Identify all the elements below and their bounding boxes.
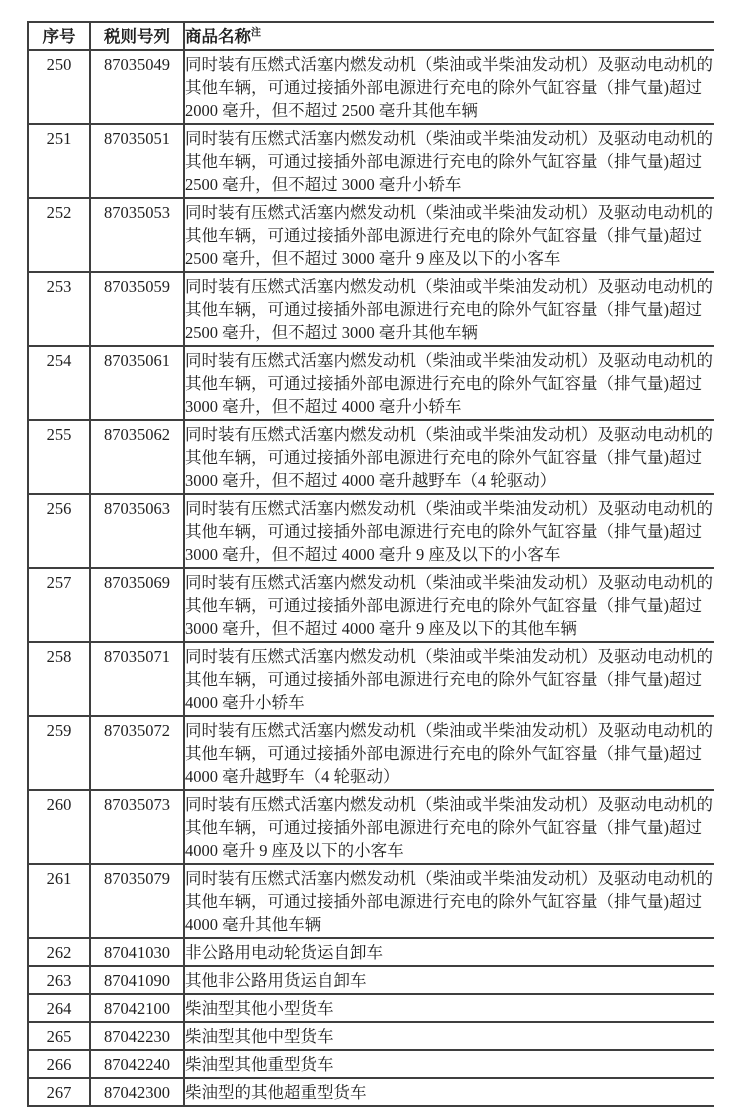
tariff-code-cell: 87035072 xyxy=(90,716,184,790)
table-row xyxy=(28,50,714,124)
serial-number-cell: 267 xyxy=(28,1078,90,1106)
serial-number-cell: 256 xyxy=(28,494,90,568)
table-row xyxy=(28,642,714,716)
product-name-cell: 柴油型的其他超重型货车 xyxy=(184,1078,714,1106)
tariff-code-cell: 87042230 xyxy=(90,1022,184,1050)
table-row xyxy=(28,420,714,494)
serial-number-cell: 254 xyxy=(28,346,90,420)
product-name-cell: 同时装有压燃式活塞内燃发动机（柴油或半柴油发动机）及驱动电动机的其他车辆，可通过接插外部电源进行充电的除外气缸容量（排气量)超过 2500 毫升，但不超过 3000 毫升其他车辆 xyxy=(184,272,714,346)
serial-number-cell: 259 xyxy=(28,716,90,790)
product-name-cell: 同时装有压燃式活塞内燃发动机（柴油或半柴油发动机）及驱动电动机的其他车辆，可通过接插外部电源进行充电的除外气缸容量（排气量)超过 4000 毫升其他车辆 xyxy=(184,864,714,938)
product-name-cell: 同时装有压燃式活塞内燃发动机（柴油或半柴油发动机）及驱动电动机的其他车辆，可通过接插外部电源进行充电的除外气缸容量（排气量)超过 4000 毫升 9 座及以下的小客车 xyxy=(184,790,714,864)
product-name-cell: 柴油型其他重型货车 xyxy=(184,1050,714,1078)
table-row xyxy=(28,1078,714,1106)
tariff-code-cell: 87035051 xyxy=(90,124,184,198)
serial-number-cell: 265 xyxy=(28,1022,90,1050)
serial-number-cell: 260 xyxy=(28,790,90,864)
serial-number-cell: 252 xyxy=(28,198,90,272)
serial-number-cell: 261 xyxy=(28,864,90,938)
table-row xyxy=(28,272,714,346)
serial-number-cell: 257 xyxy=(28,568,90,642)
table-row xyxy=(28,864,714,938)
footnote-marker: 注 xyxy=(251,27,261,39)
tariff-code-cell: 87035079 xyxy=(90,864,184,938)
serial-number-cell: 251 xyxy=(28,124,90,198)
product-name-cell: 同时装有压燃式活塞内燃发动机（柴油或半柴油发动机）及驱动电动机的其他车辆，可通过接插外部电源进行充电的除外气缸容量（排气量)超过 3000 毫升，但不超过 4000 毫升 9 座及以下的小客车 xyxy=(184,494,714,568)
serial-number-cell: 255 xyxy=(28,420,90,494)
column-header-product-name xyxy=(184,22,714,50)
column-header-tariff-code-label: 税则号列 xyxy=(104,27,170,46)
product-name-cell: 同时装有压燃式活塞内燃发动机（柴油或半柴油发动机）及驱动电动机的其他车辆，可通过接插外部电源进行充电的除外气缸容量（排气量)超过 4000 毫升小轿车 xyxy=(184,642,714,716)
product-name-cell: 柴油型其他中型货车 xyxy=(184,1022,714,1050)
tariff-code-cell: 87042240 xyxy=(90,1050,184,1078)
tariff-code-cell: 87042300 xyxy=(90,1078,184,1106)
product-name-cell: 同时装有压燃式活塞内燃发动机（柴油或半柴油发动机）及驱动电动机的其他车辆，可通过接插外部电源进行充电的除外气缸容量（排气量)超过 2000 毫升，但不超过 2500 毫升其他车辆 xyxy=(184,50,714,124)
serial-number-cell: 250 xyxy=(28,50,90,124)
table-head xyxy=(28,22,714,50)
table-row xyxy=(28,1022,714,1050)
serial-number-cell: 253 xyxy=(28,272,90,346)
tariff-code-cell: 87035071 xyxy=(90,642,184,716)
tariff-code-cell: 87035059 xyxy=(90,272,184,346)
tariff-code-cell: 87041030 xyxy=(90,938,184,966)
table-body xyxy=(28,50,714,1106)
table-row xyxy=(28,790,714,864)
table-row xyxy=(28,568,714,642)
column-header-serial-number-label: 序号 xyxy=(42,27,76,46)
product-name-cell: 其他非公路用货运自卸车 xyxy=(184,966,714,994)
product-name-cell: 同时装有压燃式活塞内燃发动机（柴油或半柴油发动机）及驱动电动机的其他车辆，可通过接插外部电源进行充电的除外气缸容量（排气量)超过 3000 毫升，但不超过 4000 毫升小轿车 xyxy=(184,346,714,420)
table-row xyxy=(28,938,714,966)
table-header-row xyxy=(28,22,714,50)
table-row xyxy=(28,716,714,790)
product-name-cell: 同时装有压燃式活塞内燃发动机（柴油或半柴油发动机）及驱动电动机的其他车辆，可通过接插外部电源进行充电的除外气缸容量（排气量)超过 3000 毫升，但不超过 4000 毫升 9 座及以下的其他车辆 xyxy=(184,568,714,642)
table-row xyxy=(28,994,714,1022)
tariff-code-cell: 87035063 xyxy=(90,494,184,568)
tariff-code-cell: 87041090 xyxy=(90,966,184,994)
product-name-cell: 同时装有压燃式活塞内燃发动机（柴油或半柴油发动机）及驱动电动机的其他车辆，可通过接插外部电源进行充电的除外气缸容量（排气量)超过 2500 毫升，但不超过 3000 毫升小轿车 xyxy=(184,124,714,198)
tariff-code-cell: 87035073 xyxy=(90,790,184,864)
column-header-product-name-label: 商品名称 xyxy=(185,27,251,46)
serial-number-cell: 266 xyxy=(28,1050,90,1078)
product-name-cell: 非公路用电动轮货运自卸车 xyxy=(184,938,714,966)
column-header-tariff-code xyxy=(90,22,184,50)
serial-number-cell: 258 xyxy=(28,642,90,716)
tariff-code-cell: 87042100 xyxy=(90,994,184,1022)
tariff-table xyxy=(27,21,714,1107)
tariff-code-cell: 87035049 xyxy=(90,50,184,124)
product-name-cell: 柴油型其他小型货车 xyxy=(184,994,714,1022)
table-row xyxy=(28,346,714,420)
column-header-serial-number xyxy=(28,22,90,50)
table-row xyxy=(28,494,714,568)
tariff-code-cell: 87035061 xyxy=(90,346,184,420)
tariff-code-cell: 87035069 xyxy=(90,568,184,642)
table-row xyxy=(28,1050,714,1078)
table-row xyxy=(28,966,714,994)
product-name-cell: 同时装有压燃式活塞内燃发动机（柴油或半柴油发动机）及驱动电动机的其他车辆，可通过接插外部电源进行充电的除外气缸容量（排气量)超过 2500 毫升，但不超过 3000 毫升 9 座及以下的小客车 xyxy=(184,198,714,272)
product-name-cell: 同时装有压燃式活塞内燃发动机（柴油或半柴油发动机）及驱动电动机的其他车辆，可通过接插外部电源进行充电的除外气缸容量（排气量)超过 3000 毫升，但不超过 4000 毫升越野车（4 轮驱动） xyxy=(184,420,714,494)
serial-number-cell: 262 xyxy=(28,938,90,966)
table-row xyxy=(28,198,714,272)
serial-number-cell: 264 xyxy=(28,994,90,1022)
table-row xyxy=(28,124,714,198)
tariff-code-cell: 87035062 xyxy=(90,420,184,494)
tariff-code-cell: 87035053 xyxy=(90,198,184,272)
serial-number-cell: 263 xyxy=(28,966,90,994)
product-name-cell: 同时装有压燃式活塞内燃发动机（柴油或半柴油发动机）及驱动电动机的其他车辆，可通过接插外部电源进行充电的除外气缸容量（排气量)超过 4000 毫升越野车（4 轮驱动） xyxy=(184,716,714,790)
